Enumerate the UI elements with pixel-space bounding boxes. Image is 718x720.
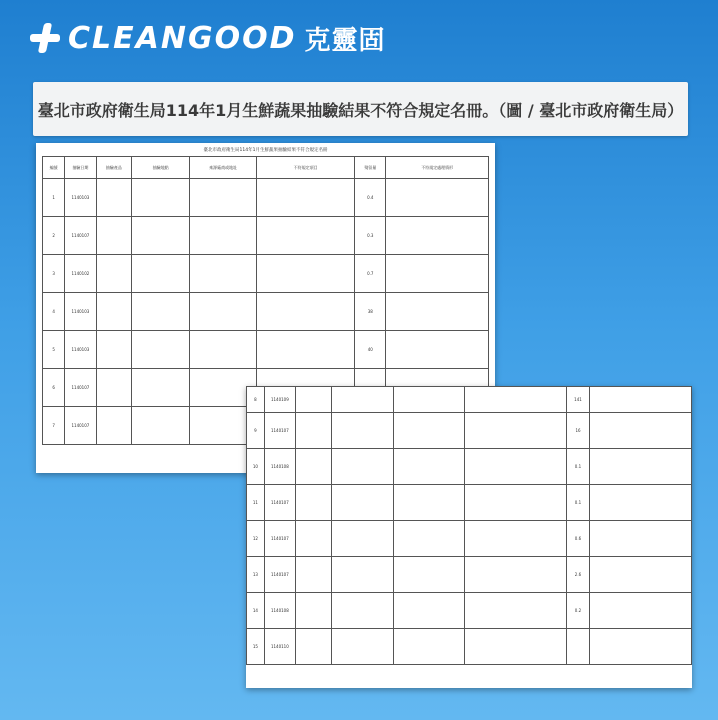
cell-site [132, 407, 190, 445]
cell-action [589, 521, 691, 557]
cell-source [393, 521, 464, 557]
cell-items [465, 387, 567, 413]
cell-site [132, 293, 190, 331]
cell-level: 141 [567, 387, 589, 413]
cell-no: 12 [247, 521, 265, 557]
cell-action [589, 413, 691, 449]
cell-items [257, 217, 355, 255]
cell-date: 1140107 [65, 369, 96, 407]
cell-items [257, 293, 355, 331]
cell-level: 2.6 [567, 557, 589, 593]
cell-level: 0.1 [567, 485, 589, 521]
cell-no: 8 [247, 387, 265, 413]
cell-level [567, 629, 589, 665]
table-row [247, 413, 692, 449]
cell-date: 1140107 [264, 521, 295, 557]
cell-action [386, 179, 489, 217]
cell-date: 1140103 [65, 331, 96, 369]
cell-date: 1140103 [65, 293, 96, 331]
table-row [43, 255, 489, 293]
cell-site [331, 449, 393, 485]
cell-date: 1140108 [264, 449, 295, 485]
headline-text: 臺北市政府衛生局114年1月生鮮蔬果抽驗結果不符合規定名冊。（圖 / 臺北市政府衛生局） [37, 100, 684, 120]
cell-no: 10 [247, 449, 265, 485]
table-row [247, 557, 692, 593]
table-row [43, 217, 489, 255]
cell-level: 0.6 [567, 521, 589, 557]
cell-no: 5 [43, 331, 65, 369]
cell-no: 1 [43, 179, 65, 217]
cell-no: 9 [247, 413, 265, 449]
results-table-page-2 [246, 386, 692, 665]
cell-site [132, 255, 190, 293]
cell-action [589, 593, 691, 629]
cell-action [589, 387, 691, 413]
cell-site [331, 485, 393, 521]
brand-name: CLEANGOOD [68, 20, 297, 56]
cell-level: 0.1 [567, 449, 589, 485]
cell-product [96, 293, 132, 331]
cell-site [132, 369, 190, 407]
cell-date: 1140107 [264, 485, 295, 521]
cell-no: 6 [43, 369, 65, 407]
cell-level: 0.4 [355, 179, 386, 217]
cell-action [589, 485, 691, 521]
cell-items [465, 485, 567, 521]
cell-action [386, 293, 489, 331]
cell-items [257, 331, 355, 369]
cell-action [589, 557, 691, 593]
document-title: 臺北市政府衛生局114年1月生鮮蔬果抽驗結果不符合規定名冊 [203, 148, 328, 153]
cell-date: 1140102 [65, 255, 96, 293]
cell-action [386, 217, 489, 255]
cell-site [331, 387, 393, 413]
brand-logo [30, 18, 386, 58]
table-row [247, 593, 692, 629]
table-header-row [43, 157, 489, 179]
cell-site [331, 557, 393, 593]
cell-site [132, 217, 190, 255]
cell-source [190, 293, 257, 331]
cell-product [96, 179, 132, 217]
cell-level: 16 [567, 413, 589, 449]
cell-site [331, 413, 393, 449]
header-cell: 不符規定處理情形 [386, 157, 489, 179]
table-row [247, 629, 692, 665]
cell-product [295, 485, 331, 521]
cell-source [393, 593, 464, 629]
cell-product [96, 255, 132, 293]
cell-no: 15 [247, 629, 265, 665]
cell-site [132, 179, 190, 217]
cell-action [589, 629, 691, 665]
cell-action [589, 449, 691, 485]
cell-site [331, 521, 393, 557]
header-cell: 抽驗地點 [132, 157, 190, 179]
cell-level: 0.7 [355, 255, 386, 293]
cell-source [190, 255, 257, 293]
cell-product [96, 331, 132, 369]
cell-no: 13 [247, 557, 265, 593]
cell-no: 3 [43, 255, 65, 293]
cell-site [132, 331, 190, 369]
cell-action [386, 331, 489, 369]
cell-date: 1140107 [65, 407, 96, 445]
cell-date: 1140107 [65, 217, 96, 255]
document-page-2 [246, 386, 692, 688]
header-cell: 抽驗產品 [96, 157, 132, 179]
brand-chinese-name: 克靈固 [304, 25, 386, 56]
table-row [247, 485, 692, 521]
cell-no: 4 [43, 293, 65, 331]
cross-logo-icon [30, 23, 60, 53]
cell-source [393, 413, 464, 449]
cell-product [96, 407, 132, 445]
cell-no: 11 [247, 485, 265, 521]
table-row [43, 293, 489, 331]
cell-date: 1140107 [264, 557, 295, 593]
cell-source [190, 331, 257, 369]
headline-banner [33, 82, 688, 136]
cell-product [295, 593, 331, 629]
cell-site [331, 593, 393, 629]
table-row [247, 521, 692, 557]
cell-items [465, 449, 567, 485]
cell-date: 1140109 [264, 387, 295, 413]
cell-level: 40 [355, 331, 386, 369]
cell-level: 38 [355, 293, 386, 331]
cell-product [295, 557, 331, 593]
cell-level: 0.2 [567, 593, 589, 629]
cell-source [393, 485, 464, 521]
cell-product [295, 413, 331, 449]
cell-items [257, 179, 355, 217]
cell-items [257, 255, 355, 293]
cell-date: 1140107 [264, 413, 295, 449]
cell-date: 1140108 [264, 593, 295, 629]
cell-items [465, 629, 567, 665]
cell-source [393, 557, 464, 593]
cell-product [295, 387, 331, 413]
cell-items [465, 557, 567, 593]
cell-source [190, 217, 257, 255]
cell-source [393, 629, 464, 665]
table-row [247, 387, 692, 413]
cell-no: 14 [247, 593, 265, 629]
header-cell: 不符規定項目 [257, 157, 355, 179]
cell-date: 1140103 [65, 179, 96, 217]
cell-source [393, 387, 464, 413]
cell-no: 7 [43, 407, 65, 445]
cell-product [295, 449, 331, 485]
cell-product [96, 369, 132, 407]
cell-product [295, 629, 331, 665]
header-cell: 抽驗日期 [65, 157, 96, 179]
cell-date: 1140110 [264, 629, 295, 665]
cell-product [295, 521, 331, 557]
cell-product [96, 217, 132, 255]
cell-level: 0.3 [355, 217, 386, 255]
header-cell: 來源廠商或地址 [190, 157, 257, 179]
cell-items [465, 413, 567, 449]
table-row [247, 449, 692, 485]
cell-action [386, 255, 489, 293]
cell-source [393, 449, 464, 485]
cell-no: 2 [43, 217, 65, 255]
table-row [43, 331, 489, 369]
cell-items [465, 593, 567, 629]
table-row [43, 179, 489, 217]
cell-site [331, 629, 393, 665]
header-cell: 殘留量 [355, 157, 386, 179]
cell-source [190, 179, 257, 217]
cell-items [465, 521, 567, 557]
header-cell: 編號 [43, 157, 65, 179]
